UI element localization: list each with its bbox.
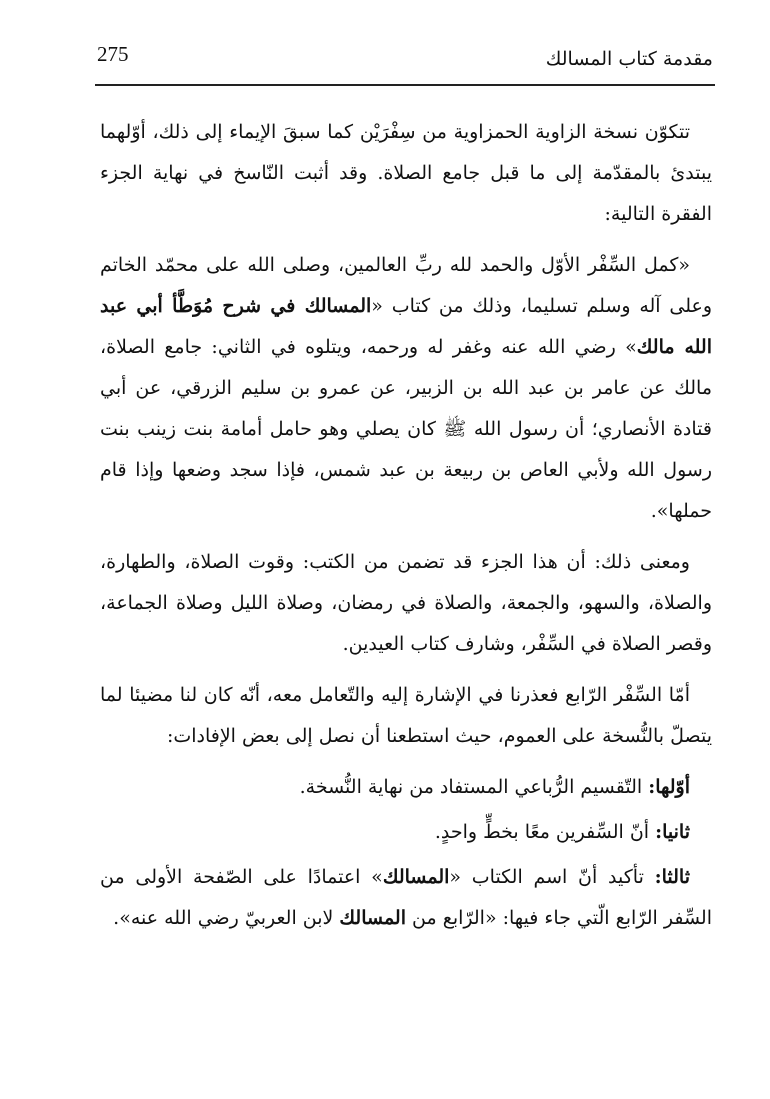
book-title: المسالك [382, 866, 450, 888]
point-first [100, 767, 712, 808]
paragraph-quote [100, 245, 712, 532]
point-text: التّقسيم الرُّباعي المستفاد من نهاية النُّسخة. [299, 776, 649, 798]
quote-text-start: «كمل السِّفْر الأوّل والحمد لله ربِّ العالمين، وصلى الله على محمّد الخاتم وعلى آله وسلم تسليما، وذلك من كتاب « [100, 254, 712, 317]
quote-text-end: » رضي الله عنه وغفر له ورحمه، ويتلوه في الثاني: جامع الصلاة، مالك عن عامر بن عبد الله بن الزبير، عن عمرو بن سليم الزرقي، عن أبي قتادة الأنصاري؛ أن رسول الله ﷺ كان يصلي وهو حامل أمامة بنت زينب بنت رسول الله ولأبي العاص بن ربيعة بن عبد شمس، فإذا سجد وضعها وإذا قام حملها». [100, 336, 712, 522]
book-title: المسالك [339, 907, 406, 929]
point-label: ثانيا: [655, 821, 690, 843]
point-text: لابن العربيّ رضي الله عنه». [113, 907, 340, 929]
point-label: ثالثا: [654, 866, 691, 888]
page-number: 275 [97, 42, 129, 66]
paragraph-contents: ومعنى ذلك: أن هذا الجزء قد تضمن من الكتب: وقوت الصلاة، والطهارة، والصلاة، والسهو، والجمعة، والصلاة في رمضان، وصلاة الليل وصلاة الجماعة، وقصر الصلاة في السِّفْر، وشارف كتاب العيدين. [100, 551, 712, 655]
running-title: مقدمة كتاب المسالك [545, 48, 713, 70]
point-text: » اعتمادًا على الصّفحة الأولى من السِّفر الرّابع الّتي جاء فيها: «الرّابع من [100, 866, 712, 929]
book-title: المسالك في شرح مُوَطَّأ أبي عبد الله مالك [100, 295, 712, 358]
point-text: أنّ السِّفرين معًا بخطٍّ واحدٍ. [434, 821, 656, 843]
point-second [100, 812, 712, 853]
point-label: أوّلها: [648, 776, 690, 798]
body-text [100, 112, 712, 949]
page-header [95, 40, 715, 86]
point-text: تأكيد أنّ اسم الكتاب « [449, 866, 655, 888]
paragraph-intro: تتكوّن نسخة الزاوية الحمزاوية من سِفْرَيْن كما سبقَ الإيماء إلى ذلك، أوّلهما يبتدئ بالمقدّمة إلى ما قبل جامع الصلاة. وقد أثبت النّاسخ في نهاية الجزء الفقرة التالية: [100, 121, 712, 225]
paragraph-fourth-volume: أمّا السِّفْر الرّابع فعذرنا في الإشارة إليه والتّعامل معه، أنّه كان لنا مضيئا لما يتصلّ بالنُّسخة على العموم، حيث استطعنا أن نصل إلى بعض الإفادات: [100, 684, 712, 747]
point-third [100, 857, 712, 939]
